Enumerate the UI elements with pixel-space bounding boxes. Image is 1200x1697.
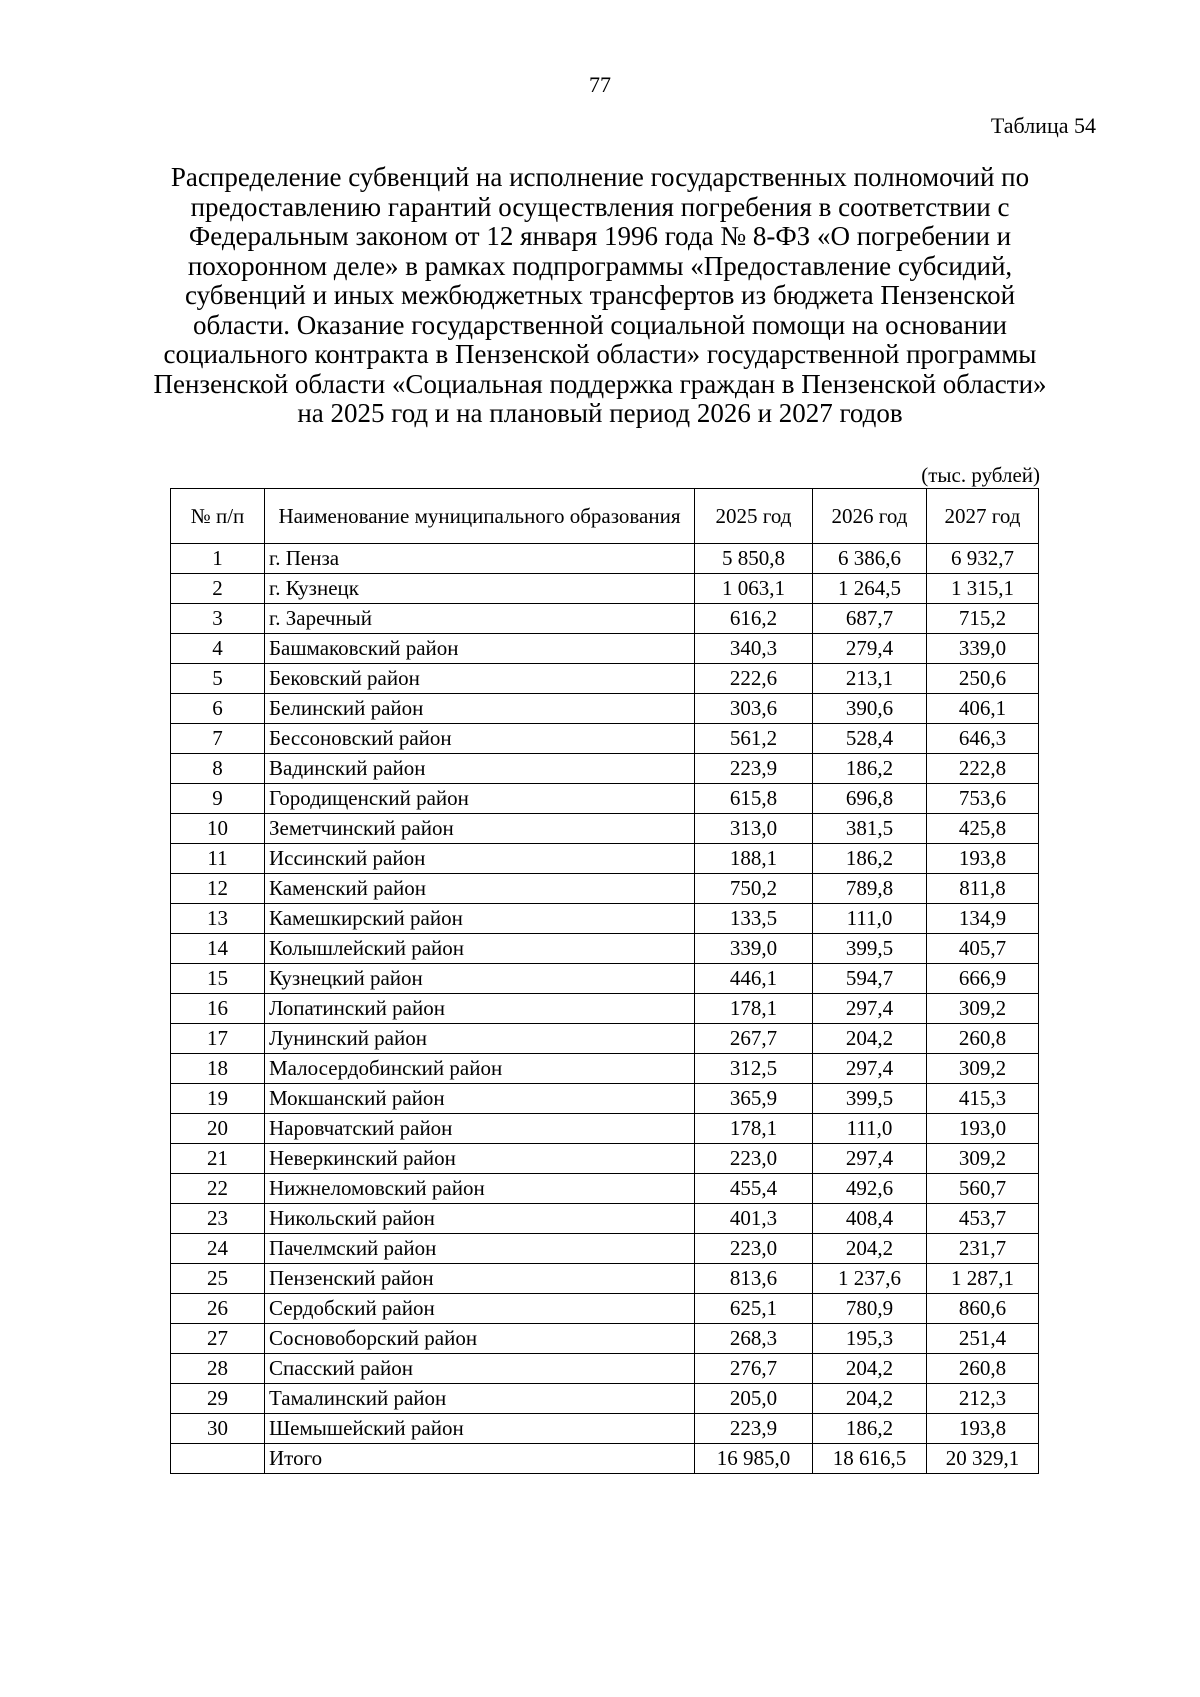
cell-name: Бековский район — [265, 664, 695, 694]
cell-num: 6 — [171, 694, 265, 724]
cell-2026: 111,0 — [813, 904, 927, 934]
cell-2027: 339,0 — [927, 634, 1039, 664]
cell-2027: 212,3 — [927, 1384, 1039, 1414]
cell-2027: 260,8 — [927, 1354, 1039, 1384]
title-line: социального контракта в Пензенской области» государственной программы — [163, 339, 1037, 369]
cell-name: Неверкинский район — [265, 1144, 695, 1174]
cell-name: Никольский район — [265, 1204, 695, 1234]
cell-2026: 297,4 — [813, 1144, 927, 1174]
cell-num: 28 — [171, 1354, 265, 1384]
cell-num: 22 — [171, 1174, 265, 1204]
cell-2025: 205,0 — [695, 1384, 813, 1414]
cell-name: Нижнеломовский район — [265, 1174, 695, 1204]
units-label: (тыс. рублей) — [921, 463, 1040, 487]
table-row — [171, 634, 1039, 664]
title-line: Пензенской области «Социальная поддержка граждан в Пензенской области» — [153, 368, 1047, 399]
cell-num: 8 — [171, 754, 265, 784]
table-row — [171, 574, 1039, 604]
cell-2027: 250,6 — [927, 664, 1039, 694]
table-row — [171, 1324, 1039, 1354]
cell-name: Итого — [265, 1444, 695, 1474]
cell-2027: 20 329,1 — [927, 1444, 1039, 1474]
cell-2025: 178,1 — [695, 1114, 813, 1144]
table-row — [171, 1054, 1039, 1084]
table-row — [171, 1024, 1039, 1054]
cell-2026: 6 386,6 — [813, 544, 927, 574]
cell-2026: 186,2 — [813, 844, 927, 874]
cell-2025: 313,0 — [695, 814, 813, 844]
cell-num: 20 — [171, 1114, 265, 1144]
cell-2026: 111,0 — [813, 1114, 927, 1144]
cell-num: 14 — [171, 934, 265, 964]
cell-name: Бессоновский район — [265, 724, 695, 754]
cell-2025: 750,2 — [695, 874, 813, 904]
cell-2026: 696,8 — [813, 784, 927, 814]
table-row — [171, 904, 1039, 934]
cell-2026: 528,4 — [813, 724, 927, 754]
header-2026: 2026 год — [813, 489, 927, 544]
cell-name: Пачелмский район — [265, 1234, 695, 1264]
title-line: Распределение субвенций на исполнение государственных полномочий по — [170, 162, 1030, 192]
cell-2026: 204,2 — [813, 1234, 927, 1264]
cell-name: Вадинский район — [265, 754, 695, 784]
cell-2026: 381,5 — [813, 814, 927, 844]
cell-2027: 309,2 — [927, 994, 1039, 1024]
cell-num: 25 — [171, 1264, 265, 1294]
cell-num: 11 — [171, 844, 265, 874]
cell-name: Мокшанский район — [265, 1084, 695, 1114]
cell-2026: 279,4 — [813, 634, 927, 664]
cell-name: Городищенский район — [265, 784, 695, 814]
cell-num: 26 — [171, 1294, 265, 1324]
cell-num — [171, 1444, 265, 1474]
table-row — [171, 1084, 1039, 1114]
table-row — [171, 1354, 1039, 1384]
table-row — [171, 1204, 1039, 1234]
cell-num: 16 — [171, 994, 265, 1024]
cell-2025: 223,9 — [695, 1414, 813, 1444]
cell-2027: 309,2 — [927, 1144, 1039, 1174]
header-num: № п/п — [171, 489, 265, 544]
cell-num: 19 — [171, 1084, 265, 1114]
cell-num: 10 — [171, 814, 265, 844]
cell-num: 5 — [171, 664, 265, 694]
cell-name: Малосердобинский район — [265, 1054, 695, 1084]
cell-2027: 193,8 — [927, 844, 1039, 874]
cell-2026: 399,5 — [813, 934, 927, 964]
cell-2025: 178,1 — [695, 994, 813, 1024]
cell-2026: 186,2 — [813, 1414, 927, 1444]
cell-num: 3 — [171, 604, 265, 634]
cell-name: Камешкирский район — [265, 904, 695, 934]
cell-num: 29 — [171, 1384, 265, 1414]
cell-name: Иссинский район — [265, 844, 695, 874]
total-row — [171, 1444, 1039, 1474]
cell-2025: 222,6 — [695, 664, 813, 694]
cell-name: г. Пенза — [265, 544, 695, 574]
subvention-table — [170, 488, 1039, 1474]
cell-num: 2 — [171, 574, 265, 604]
cell-name: Башмаковский район — [265, 634, 695, 664]
cell-num: 18 — [171, 1054, 265, 1084]
cell-2025: 268,3 — [695, 1324, 813, 1354]
cell-2026: 687,7 — [813, 604, 927, 634]
cell-2025: 16 985,0 — [695, 1444, 813, 1474]
table-row — [171, 874, 1039, 904]
cell-num: 17 — [171, 1024, 265, 1054]
cell-2025: 267,7 — [695, 1024, 813, 1054]
cell-2027: 406,1 — [927, 694, 1039, 724]
cell-2025: 303,6 — [695, 694, 813, 724]
table-header-row — [171, 489, 1039, 544]
cell-num: 4 — [171, 634, 265, 664]
table-row — [171, 754, 1039, 784]
header-name: Наименование муниципального образования — [265, 489, 695, 544]
cell-2026: 594,7 — [813, 964, 927, 994]
cell-2027: 415,3 — [927, 1084, 1039, 1114]
cell-2025: 188,1 — [695, 844, 813, 874]
cell-2027: 134,9 — [927, 904, 1039, 934]
cell-num: 9 — [171, 784, 265, 814]
cell-name: Земетчинский район — [265, 814, 695, 844]
cell-2025: 223,9 — [695, 754, 813, 784]
cell-2026: 408,4 — [813, 1204, 927, 1234]
cell-2026: 492,6 — [813, 1174, 927, 1204]
cell-2027: 193,0 — [927, 1114, 1039, 1144]
cell-2027: 560,7 — [927, 1174, 1039, 1204]
table-row — [171, 1384, 1039, 1414]
cell-2026: 390,6 — [813, 694, 927, 724]
cell-num: 15 — [171, 964, 265, 994]
table-row — [171, 1414, 1039, 1444]
cell-name: г. Кузнецк — [265, 574, 695, 604]
title-line: области. Оказание государственной социальной помощи на основании — [193, 309, 1007, 340]
cell-name: Каменский район — [265, 874, 695, 904]
table-row — [171, 724, 1039, 754]
cell-2025: 340,3 — [695, 634, 813, 664]
title-line: похоронном деле» в рамках подпрограммы «Предоставление субсидий, — [187, 250, 1013, 281]
header-2025: 2025 год — [695, 489, 813, 544]
cell-name: Пензенский район — [265, 1264, 695, 1294]
cell-name: г. Заречный — [265, 604, 695, 634]
page-number: 77 — [589, 72, 611, 97]
table-row — [171, 1234, 1039, 1264]
cell-2027: 260,8 — [927, 1024, 1039, 1054]
cell-2026: 204,2 — [813, 1024, 927, 1054]
cell-2026: 297,4 — [813, 994, 927, 1024]
table-row — [171, 1144, 1039, 1174]
cell-name: Колышлейский район — [265, 934, 695, 964]
cell-2026: 195,3 — [813, 1324, 927, 1354]
cell-2026: 204,2 — [813, 1354, 927, 1384]
cell-2026: 18 616,5 — [813, 1444, 927, 1474]
cell-num: 21 — [171, 1144, 265, 1174]
cell-num: 23 — [171, 1204, 265, 1234]
cell-num: 1 — [171, 544, 265, 574]
cell-2026: 1 237,6 — [813, 1264, 927, 1294]
cell-2027: 666,9 — [927, 964, 1039, 994]
cell-name: Сосновоборский район — [265, 1324, 695, 1354]
cell-num: 13 — [171, 904, 265, 934]
table-label: Таблица 54 — [990, 113, 1096, 138]
cell-name: Кузнецкий район — [265, 964, 695, 994]
cell-2025: 455,4 — [695, 1174, 813, 1204]
cell-2027: 1 315,1 — [927, 574, 1039, 604]
table-row — [171, 1174, 1039, 1204]
cell-num: 12 — [171, 874, 265, 904]
cell-2027: 231,7 — [927, 1234, 1039, 1264]
cell-2025: 339,0 — [695, 934, 813, 964]
cell-2026: 297,4 — [813, 1054, 927, 1084]
cell-2025: 223,0 — [695, 1144, 813, 1174]
cell-num: 27 — [171, 1324, 265, 1354]
cell-2026: 186,2 — [813, 754, 927, 784]
title-line: предоставлению гарантий осуществления погребения в соответствии с — [190, 191, 1010, 222]
cell-2027: 646,3 — [927, 724, 1039, 754]
cell-2025: 1 063,1 — [695, 574, 813, 604]
cell-2027: 6 932,7 — [927, 544, 1039, 574]
table-row — [171, 994, 1039, 1024]
cell-name: Сердобский район — [265, 1294, 695, 1324]
cell-2025: 133,5 — [695, 904, 813, 934]
cell-2026: 780,9 — [813, 1294, 927, 1324]
cell-num: 7 — [171, 724, 265, 754]
cell-2025: 5 850,8 — [695, 544, 813, 574]
cell-2027: 309,2 — [927, 1054, 1039, 1084]
cell-2025: 223,0 — [695, 1234, 813, 1264]
cell-2026: 399,5 — [813, 1084, 927, 1114]
cell-2025: 616,2 — [695, 604, 813, 634]
cell-name: Белинский район — [265, 694, 695, 724]
title-line: субвенций и иных межбюджетных трансфертов из бюджета Пензенской — [184, 280, 1016, 310]
cell-name: Лопатинский район — [265, 994, 695, 1024]
cell-2027: 251,4 — [927, 1324, 1039, 1354]
cell-name: Спасский район — [265, 1354, 695, 1384]
table-row — [171, 1294, 1039, 1324]
table-row — [171, 694, 1039, 724]
table-row — [171, 1264, 1039, 1294]
cell-2027: 425,8 — [927, 814, 1039, 844]
cell-2025: 446,1 — [695, 964, 813, 994]
table-row — [171, 1114, 1039, 1144]
cell-2027: 405,7 — [927, 934, 1039, 964]
table-row — [171, 934, 1039, 964]
cell-name: Тамалинский район — [265, 1384, 695, 1414]
table-row — [171, 664, 1039, 694]
cell-2026: 204,2 — [813, 1384, 927, 1414]
cell-2025: 615,8 — [695, 784, 813, 814]
table-body — [171, 544, 1039, 1474]
cell-2027: 453,7 — [927, 1204, 1039, 1234]
cell-2025: 365,9 — [695, 1084, 813, 1114]
cell-2026: 789,8 — [813, 874, 927, 904]
table-row — [171, 604, 1039, 634]
cell-2026: 1 264,5 — [813, 574, 927, 604]
cell-name: Лунинский район — [265, 1024, 695, 1054]
cell-2027: 193,8 — [927, 1414, 1039, 1444]
cell-name: Шемышейский район — [265, 1414, 695, 1444]
table-title — [120, 163, 1080, 429]
cell-2025: 813,6 — [695, 1264, 813, 1294]
cell-2027: 811,8 — [927, 874, 1039, 904]
cell-num: 30 — [171, 1414, 265, 1444]
cell-name: Наровчатский район — [265, 1114, 695, 1144]
cell-2027: 715,2 — [927, 604, 1039, 634]
table-row — [171, 784, 1039, 814]
title-line: на 2025 год и на плановый период 2026 и 2027 годов — [297, 398, 903, 428]
cell-2027: 860,6 — [927, 1294, 1039, 1324]
cell-2025: 561,2 — [695, 724, 813, 754]
cell-2025: 276,7 — [695, 1354, 813, 1384]
cell-2025: 625,1 — [695, 1294, 813, 1324]
title-line: Федеральным законом от 12 января 1996 года № 8-ФЗ «О погребении и — [188, 221, 1012, 251]
cell-2025: 401,3 — [695, 1204, 813, 1234]
table-row — [171, 844, 1039, 874]
table-row — [171, 964, 1039, 994]
header-2027: 2027 год — [927, 489, 1039, 544]
cell-2026: 213,1 — [813, 664, 927, 694]
cell-2025: 312,5 — [695, 1054, 813, 1084]
table-row — [171, 814, 1039, 844]
cell-num: 24 — [171, 1234, 265, 1264]
table-row — [171, 544, 1039, 574]
cell-2027: 1 287,1 — [927, 1264, 1039, 1294]
cell-2027: 222,8 — [927, 754, 1039, 784]
cell-2027: 753,6 — [927, 784, 1039, 814]
